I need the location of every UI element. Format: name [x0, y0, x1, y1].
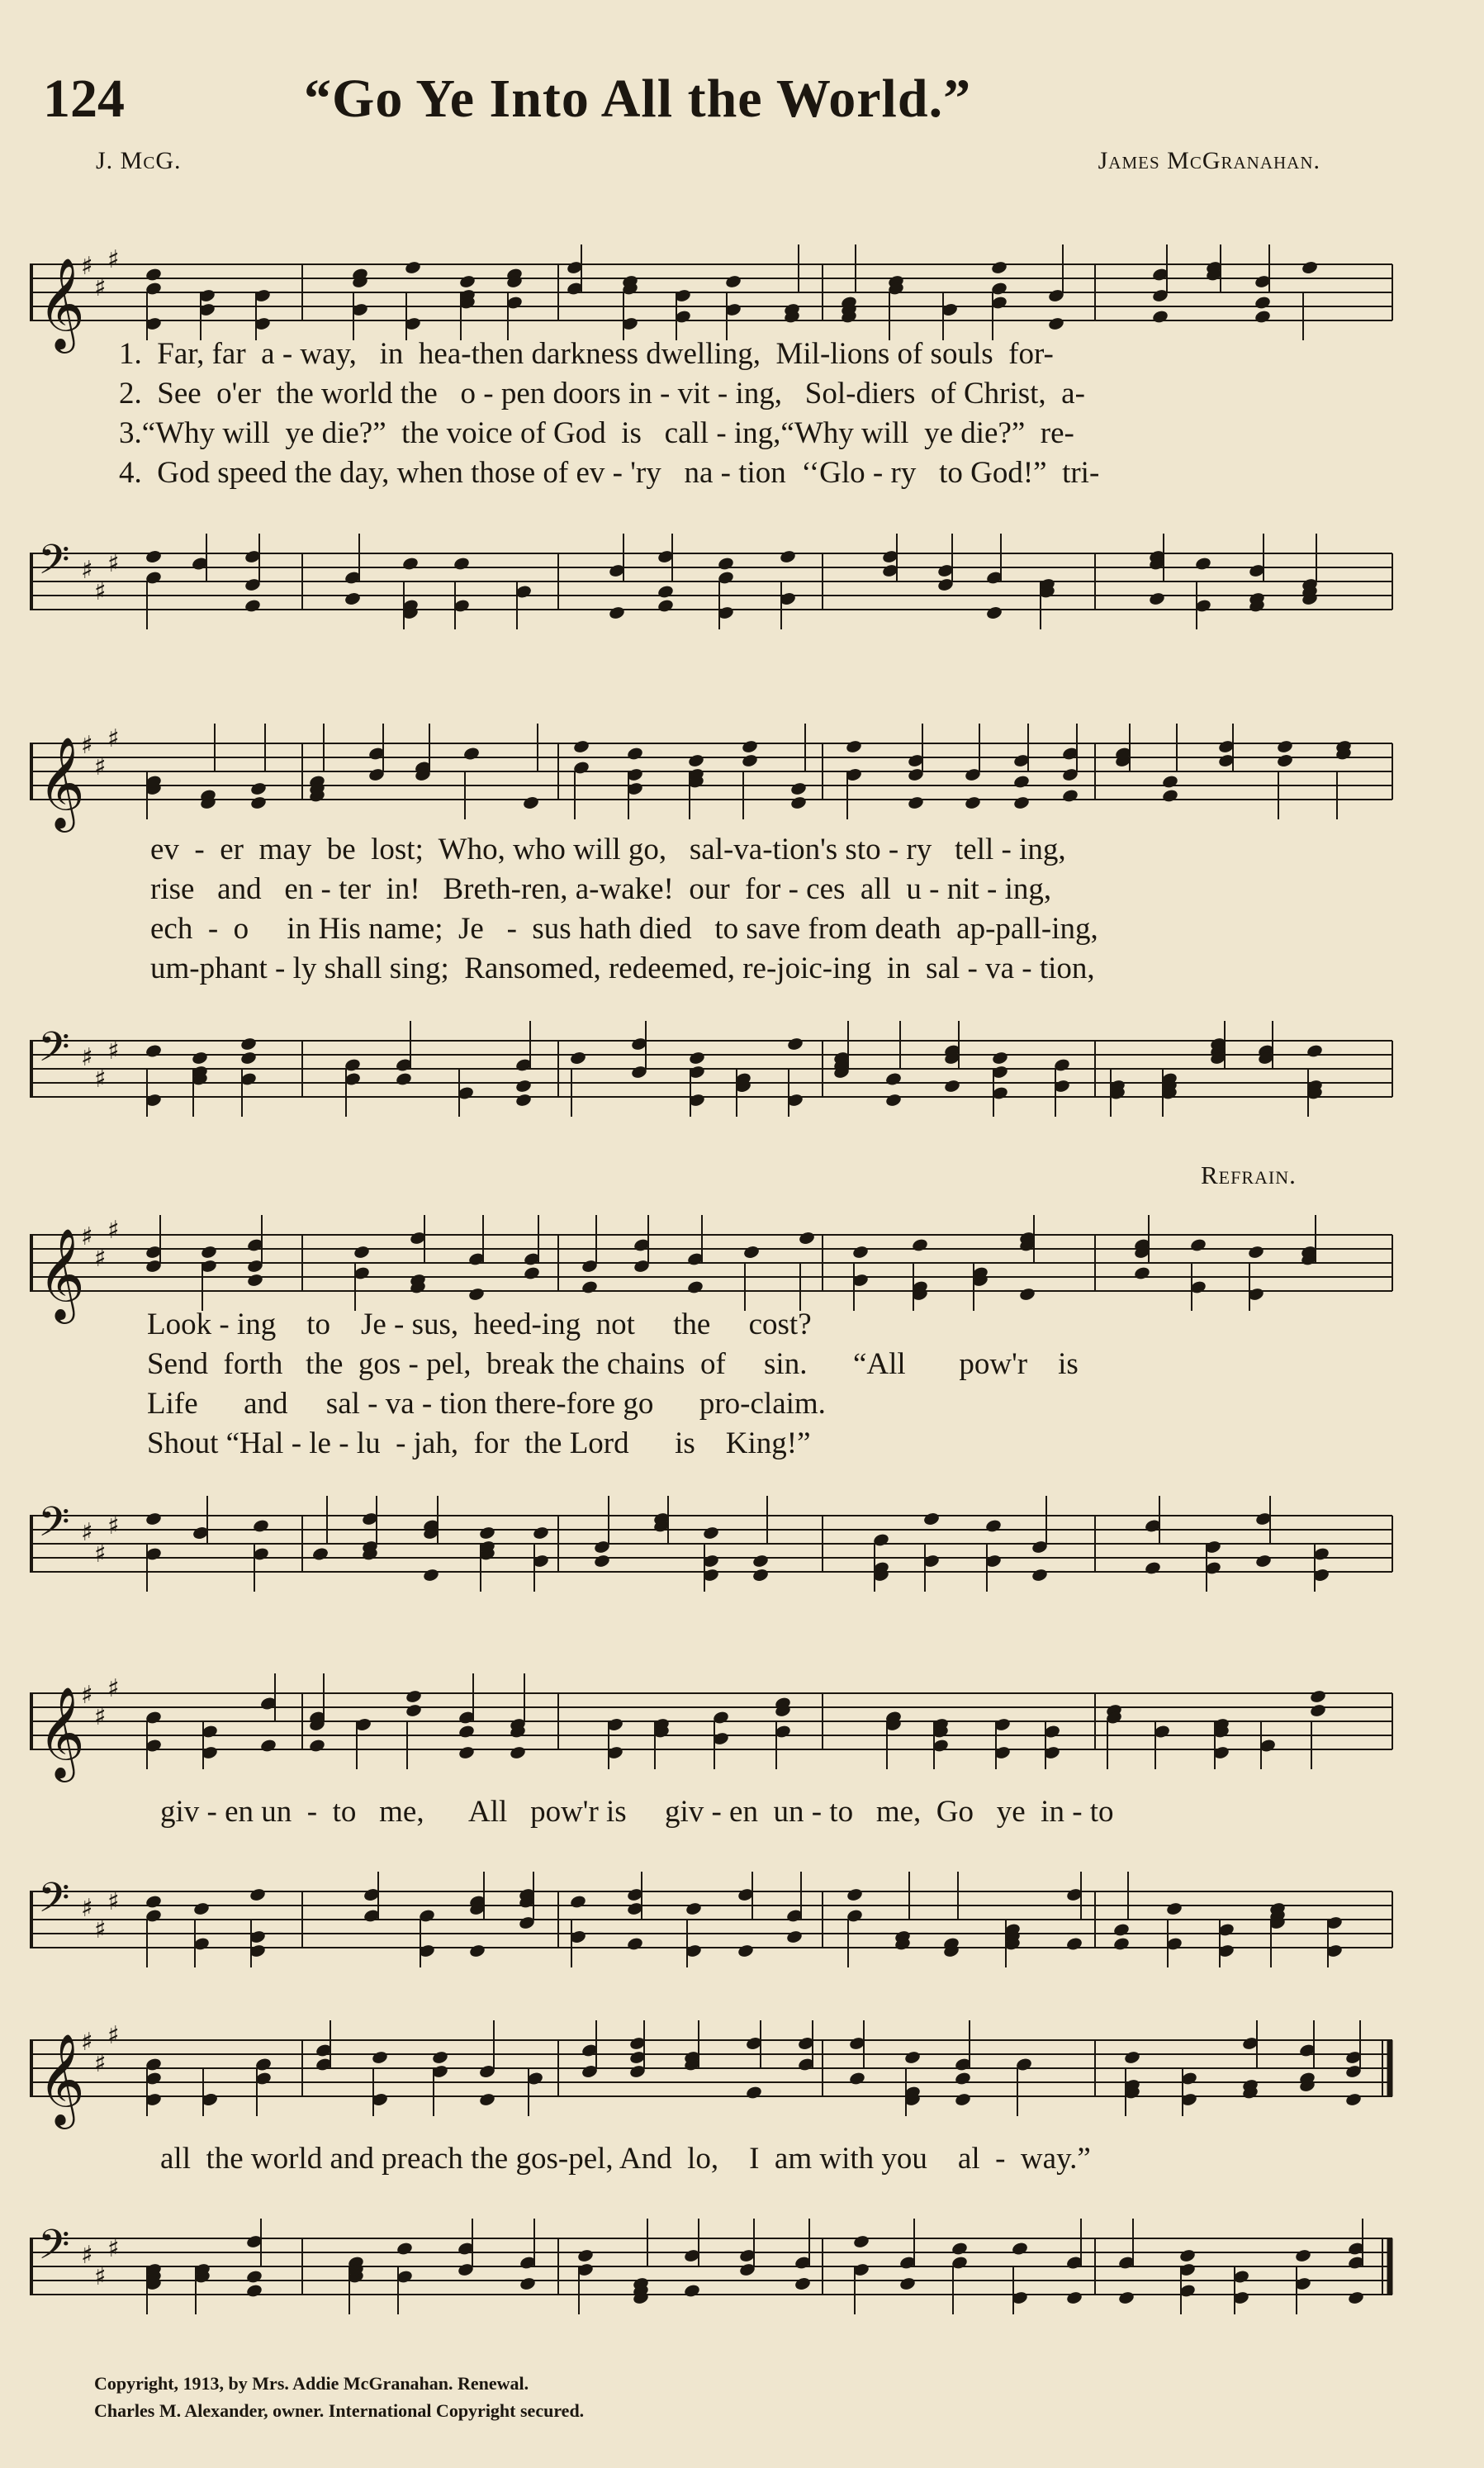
lyric-line-verse-4: 4. God speed the day, when those of ev - 'ry na - tion ‘‘Glo - ry to God!” tri- — [119, 456, 1100, 490]
svg-text:𝄢: 𝄢 — [38, 1498, 70, 1556]
svg-text:♯: ♯ — [107, 724, 120, 753]
hymn-title: “Go Ye Into All the World.” — [304, 69, 972, 129]
svg-text:♯: ♯ — [94, 1915, 107, 1944]
svg-text:♯: ♯ — [107, 1674, 120, 1703]
bass-staff — [30, 504, 1394, 669]
lyric-line-verse-1: ev - er may be lost; Who, who will go, sal-va-tion's sto - ry tell - ing, — [150, 833, 1066, 866]
svg-text:♯: ♯ — [94, 1540, 107, 1569]
svg-text:♯: ♯ — [81, 1222, 93, 1251]
svg-text:♯: ♯ — [81, 1681, 93, 1710]
copyright-line-1: Copyright, 1913, by Mrs. Addie McGranahan. Renewal. — [94, 2373, 529, 2394]
lyric-line-verse-4: Shout “Hal - le - lu - jah, for the Lord is King!” — [147, 1426, 811, 1460]
lyric-line-verse-4: um-phant - ly shall sing; Ransomed, redeemed, re-joic-ing in sal - va - tion, — [150, 952, 1095, 985]
refrain-label: Refrain. — [1201, 1160, 1297, 1189]
music-credit: James McGranahan. — [1098, 147, 1320, 174]
svg-text:♯: ♯ — [107, 1887, 120, 1916]
copyright-line-2: Charles M. Alexander, owner. International Copyright secured. — [94, 2400, 585, 2421]
lyric-line-verse-2: Send forth the gos - pel, break the chains of sin. “All pow'r is — [147, 1347, 1079, 1381]
svg-text:𝄞: 𝄞 — [38, 736, 85, 828]
svg-text:𝄞: 𝄞 — [38, 257, 85, 349]
svg-text:♯: ♯ — [94, 1702, 107, 1731]
svg-text:𝄞: 𝄞 — [38, 1227, 85, 1320]
svg-text:♯: ♯ — [107, 2234, 120, 2263]
music-system-1 — [30, 190, 1394, 669]
hymn-number: 124 — [43, 69, 125, 129]
svg-text:𝄢: 𝄢 — [38, 536, 70, 594]
svg-text:𝄢: 𝄢 — [38, 2221, 70, 2279]
svg-text:𝄢: 𝄢 — [38, 1023, 70, 1081]
music-system-2 — [30, 677, 1394, 1156]
svg-text:♯: ♯ — [107, 245, 120, 274]
bass-staff — [30, 991, 1394, 1156]
lyric-line-verse-1: 1. Far, far a - way, in hea-then darkness dwelling, Mil-lions of souls for- — [119, 337, 1054, 371]
music-system-5 — [30, 1991, 1394, 2354]
words-credit: J. McG. — [96, 147, 182, 174]
svg-text:♯: ♯ — [81, 252, 93, 281]
bass-staff — [30, 1466, 1394, 1631]
bass-staff — [30, 2189, 1394, 2354]
svg-text:♯: ♯ — [81, 1518, 93, 1547]
svg-text:♯: ♯ — [94, 2049, 107, 2078]
svg-text:𝄞: 𝄞 — [38, 1686, 85, 1778]
svg-text:♯: ♯ — [81, 2028, 93, 2057]
svg-text:♯: ♯ — [94, 577, 107, 606]
svg-text:♯: ♯ — [107, 1216, 120, 1245]
lyric-line-verse-3: ech - o in His name; Je - sus hath died to save from death ap-pall-ing, — [150, 912, 1098, 946]
lyric-line-refrain: giv - en un - to me, All pow'r is giv - en un - to me, Go ye in - to — [160, 1795, 1114, 1829]
lyric-line-verse-1: Look - ing to Je - sus, heed-ing not the cost? — [147, 1308, 812, 1341]
svg-text:♯: ♯ — [94, 1244, 107, 1273]
svg-text:♯: ♯ — [107, 1512, 120, 1540]
svg-text:♯: ♯ — [94, 752, 107, 781]
svg-text:♯: ♯ — [81, 556, 93, 585]
svg-text:♯: ♯ — [107, 549, 120, 578]
svg-text:♯: ♯ — [107, 1037, 120, 1066]
svg-text:♯: ♯ — [94, 1065, 107, 1094]
svg-text:♯: ♯ — [107, 2021, 120, 2050]
svg-text:♯: ♯ — [81, 1894, 93, 1923]
bass-staff — [30, 1842, 1394, 2007]
svg-text:♯: ♯ — [81, 1043, 93, 1072]
lyric-line-verse-2: rise and en - ter in! Breth-ren, a-wake! our for - ces all u - nit - ing, — [150, 872, 1052, 906]
lyric-line-verse-3: 3.“Why will ye die?” the voice of God is call - ing,“Why will ye die?” re- — [119, 416, 1074, 450]
treble-staff — [30, 1644, 1394, 1809]
svg-text:𝄢: 𝄢 — [38, 1874, 70, 1932]
lyric-line-verse-3: Life and sal - va - tion there-fore go pro-claim. — [147, 1387, 826, 1421]
lyric-line-verse-2: 2. See o'er the world the o - pen doors in - vit - ing, Sol-diers of Christ, a- — [119, 377, 1085, 411]
svg-text:𝄞: 𝄞 — [38, 2033, 85, 2125]
lyric-line-refrain: all the world and preach the gos-pel, And lo, I am with you al - way.” — [160, 2142, 1091, 2176]
svg-text:♯: ♯ — [94, 2262, 107, 2291]
music-system-3 — [30, 1160, 1394, 1631]
svg-text:♯: ♯ — [81, 2241, 93, 2270]
svg-text:♯: ♯ — [81, 731, 93, 760]
svg-text:♯: ♯ — [94, 273, 107, 302]
music-system-4 — [30, 1644, 1394, 1991]
treble-staff — [30, 1991, 1394, 2156]
